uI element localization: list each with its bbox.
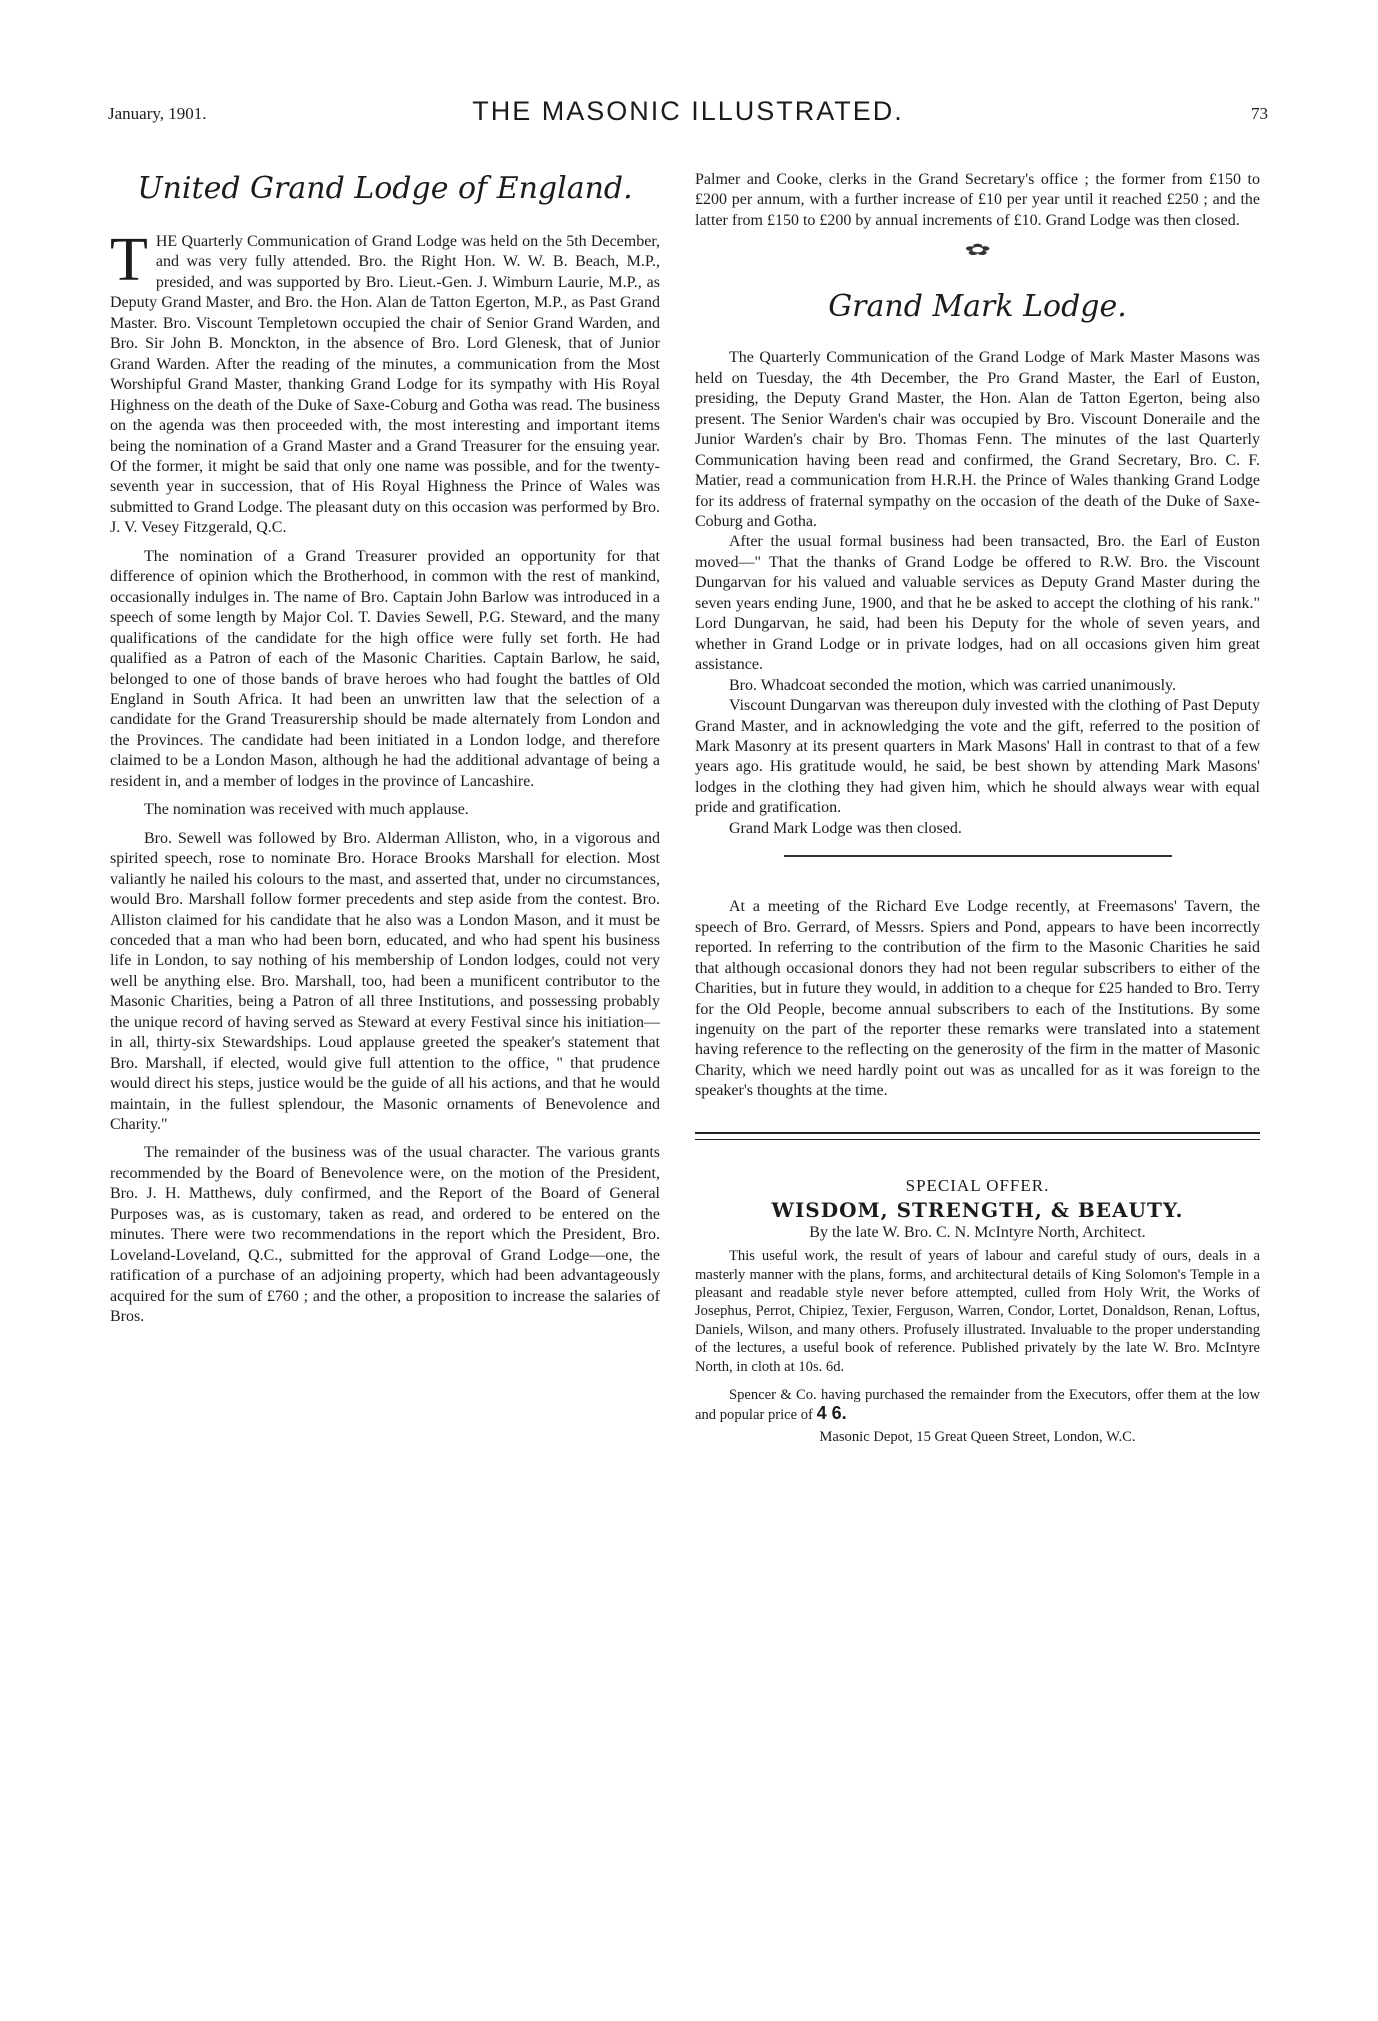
ad-body: This useful work, the result of years of labour and careful study of ours, deals in a masterly manner with the plans, forms, and architectural details of King Solomon's Temple in a pleasant and readable style never before attempted, culled from Holy Writ, the Works of Josephus, Perrot, Chipiez, Texier, Ferguson, Warren, Condor, Lortet, Donaldson, Renan, Loftus, Daniels, Wilson, and many others. Profusely illustrated. Invaluable to the proper understanding of the lectures, a useful book of reference. Published privately by the late W. Bro. McIntyre North, in cloth at 10s. 6d. — [695, 1248, 1260, 1375]
article-paragraph: Bro. Sewell was followed by Bro. Alderman Alliston, who, in a vigorous and spirited speech, rose to nominate Bro. Horace Brooks Marshall for election. Most valiantly he nailed his colours to the mast, and asserted that, under no circumstances, would Bro. Marshall follow former precedents and step aside from the contest. Bro. Alliston claimed for his candidate that he also was a London Mason, and it must be conceded that a man who had been born, educated, and who had spent his business life in London, to say nothing of his membership of London lodges, could not very well be anything else. Bro. Marshall, too, had been a munificent contributor to the Masonic Charities, being a Patron of all three Institutions, and possessing probably the unique record of having served as Steward at every Festival since his initiation—in all, thirty-six Stewardships. Loud applause greeted the speaker's statement that Bro. Marshall, if elected, would give full attention to the office, " that prudence would direct his steps, justice would be the guide of all his actions, and that he would maintain, in the fullest splendour, the Masonic ornaments of Benevolence and Charity." — [110, 829, 660, 1134]
page-number: 73 — [1251, 104, 1268, 123]
section-divider — [695, 243, 1260, 260]
ad-address: Masonic Depot, 15 Great Queen Street, London, W.C. — [819, 1428, 1136, 1445]
issue-date: January, 1901. — [108, 104, 207, 123]
article-paragraph: Viscount Dungarvan was thereupon duly invested with the clothing of Past Deputy Grand Master, and in acknowledging the vote and the gift, referred to the position of Mark Masonry at its present quarters in Mark Masons' Hall in contrast to that of a few years ago. His gratitude would, he said, be best shown by attending Mark Masons' lodges in the clothing they had given him, which he should always wear with equal pride and gratification. — [695, 697, 1260, 817]
article-title-united-grand-lodge: United Grand Lodge of England. — [137, 171, 633, 206]
article-title-grand-mark-lodge: Grand Mark Lodge. — [828, 289, 1127, 325]
correction-note: At a meeting of the Richard Eve Lodge recently, at Freemasons' Tavern, the speech of Bro. Gerrard, of Messrs. Spiers and Pond, appears to have been incorrectly reported. In referring to the contribution of the firm to the Masonic Charities he said that although occasional donors they had not been regular subscribers to either of the Charities, but in future they would, in addition to a cheque for £25 handed to Bro. Terry for the Old People, become annual subscribers to each of the Institutions. By some ingenuity on the part of the reporter these remarks were translated into a statement having reference to the reflecting on the generosity of the firm in the matter of Masonic Charity, which we need hardly point out was as uncalled for as it was foreign to the speaker's thoughts at the time. — [695, 898, 1260, 1100]
ad-price: 4 6. — [816, 1403, 847, 1424]
drop-cap: T — [110, 226, 148, 294]
double-rule — [695, 1132, 1260, 1140]
article-paragraph: The Quarterly Communication of the Grand Lodge of Mark Master Masons was held on Tuesday, the 4th December, the Pro Grand Master, the Earl of Euston, presiding, the Deputy Grand Master, the Hon. Alan de Tatton Egerton, being also present. The Senior Warden's chair was occupied by Bro. Viscount Doneraile and the Junior Warden's chair by Bro. Thomas Fenn. The minutes of the last Quarterly Communication having been read and confirmed, the Grand Secretary, Bro. C. F. Matier, read a communication from H.R.H. the Prince of Wales thanking Grand Lodge for its address of fraternal sympathy on the occasion of the death of the Duke of Saxe-Coburg and Gotha. — [695, 349, 1260, 530]
ad-byline: By the late W. Bro. C. N. McIntyre North, Architect. — [809, 1223, 1146, 1241]
ad-contact-text: Spencer & Co. having purchased the remainder from the Executors, offer them at the low and popular price of — [695, 1386, 1260, 1424]
article-paragraph: The remainder of the business was of the usual character. The various grants recommended by the Board of Benevolence were, on the motion of the President, Bro. J. H. Matthews, duly confirmed, and the Report of the Board of General Purposes was, as is customary, taken as read, and ordered to be entered on the minutes. There were two recommendations in the report which the President, Bro. Loveland-Loveland, Q.C., submitted for the approval of Grand Lodge—one, the ratification of a purchase of an adjoining property, which had been advantageously acquired for the sum of £760 ; and the other, a proposition to increase the salaries of Bros. — [110, 1144, 660, 1326]
page-header — [108, 96, 1268, 136]
article-paragraph: The nomination of a Grand Treasurer provided an opportunity for that difference of opinion which the Brotherhood, in common with the rest of mankind, occasionally indulges in. The name of Bro. Captain John Barlow was introduced in a speech of some length by Major Col. T. Davies Sewell, P.G. Steward, and the many qualifications of the candidate for the high office were fully set forth. He had qualified as a Patron of each of the Masonic Charities. Captain Barlow, he said, belonged to one of those bands of brave heroes who had fought the battles of Old England in South Africa. It had been an unwritten law that the selection of a candidate for the Grand Treasurership should be made alternately from London and the Provinces. The candidate had been initiated in a London lodge, and therefore claimed to be a London Mason, although he had the additional advantage of being a resident in, and a member of lodges in the province of Lancashire. — [110, 547, 660, 790]
right-column — [695, 170, 1260, 1447]
article-paragraph — [110, 226, 660, 539]
ornament-icon: ✿ — [964, 242, 991, 260]
section-rule — [784, 855, 1172, 857]
article-paragraph: The nomination was received with much applause. — [144, 801, 469, 819]
article-paragraph: Bro. Whadcoat seconded the motion, which was carried unanimously. — [729, 676, 1176, 694]
article-paragraph: After the usual formal business had been transacted, Bro. the Earl of Euston moved—" That the thanks of Grand Lodge be offered to R.W. Bro. the Viscount Dungarvan for his valued and valuable services as Deputy Grand Master during the seven years ending June, 1900, and that he be asked to accept the clothing of his rank." Lord Dungarvan, he said, had been his Deputy for the whole of seven years, and whether in Grand Lodge or in private lodges, had on all occasions given him great assistance. — [695, 533, 1260, 674]
article-paragraph: Grand Mark Lodge was then closed. — [729, 819, 962, 837]
ad-contact — [695, 1386, 1260, 1425]
publication-title: THE MASONIC ILLUSTRATED. — [472, 96, 904, 126]
ad-heading: SPECIAL OFFER. — [905, 1175, 1050, 1195]
article-paragraph-continued: Palmer and Cooke, clerks in the Grand Secretary's office ; the former from £150 to £200 per annum, with a further increase of £10 per year until it reached £250 ; and the latter from £150 to £200 by annual increments of £10. Grand Lodge was then closed. — [695, 171, 1260, 229]
paragraph-text: HE Quarterly Communication of Grand Lodge was held on the 5th December, and was very fully attended. Bro. the Right Hon. W. W. B. Beach, M.P., presided, and was supported by Bro. Lieut.-Gen. J. Wimburn Laurie, M.P., as Deputy Grand Master, and Bro. the Hon. Alan de Tatton Egerton, M.P., as Past Grand Master. Bro. Viscount Templetown occupied the chair of Senior Grand Warden, and Bro. Sir John B. Monckton, in the absence of Bro. Lord Glenesk, that of Junior Grand Warden. After the reading of the minutes, a communication from the Most Worshipful Grand Master, thanking Grand Lodge for its sympathy with His Royal Highness on the death of the Duke of Saxe-Coburg and Gotha was read. The business on the agenda was then proceeded with, the most interesting and important items being the nomination of a Grand Master and a Grand Treasurer for the ensuing year. Of the former, it might be said that only one name was possible, and for the twenty-seventh year in succession, that of His Royal Highness the Prince of Wales was submitted to Grand Lodge. The pleasant duty on this occasion was performed by Bro. J. V. Vesey Fitzgerald, Q.C. — [110, 233, 660, 537]
ad-title: WISDOM, STRENGTH, & BEAUTY. — [771, 1198, 1184, 1223]
advertisement — [695, 1176, 1260, 1447]
left-column — [110, 170, 660, 1328]
